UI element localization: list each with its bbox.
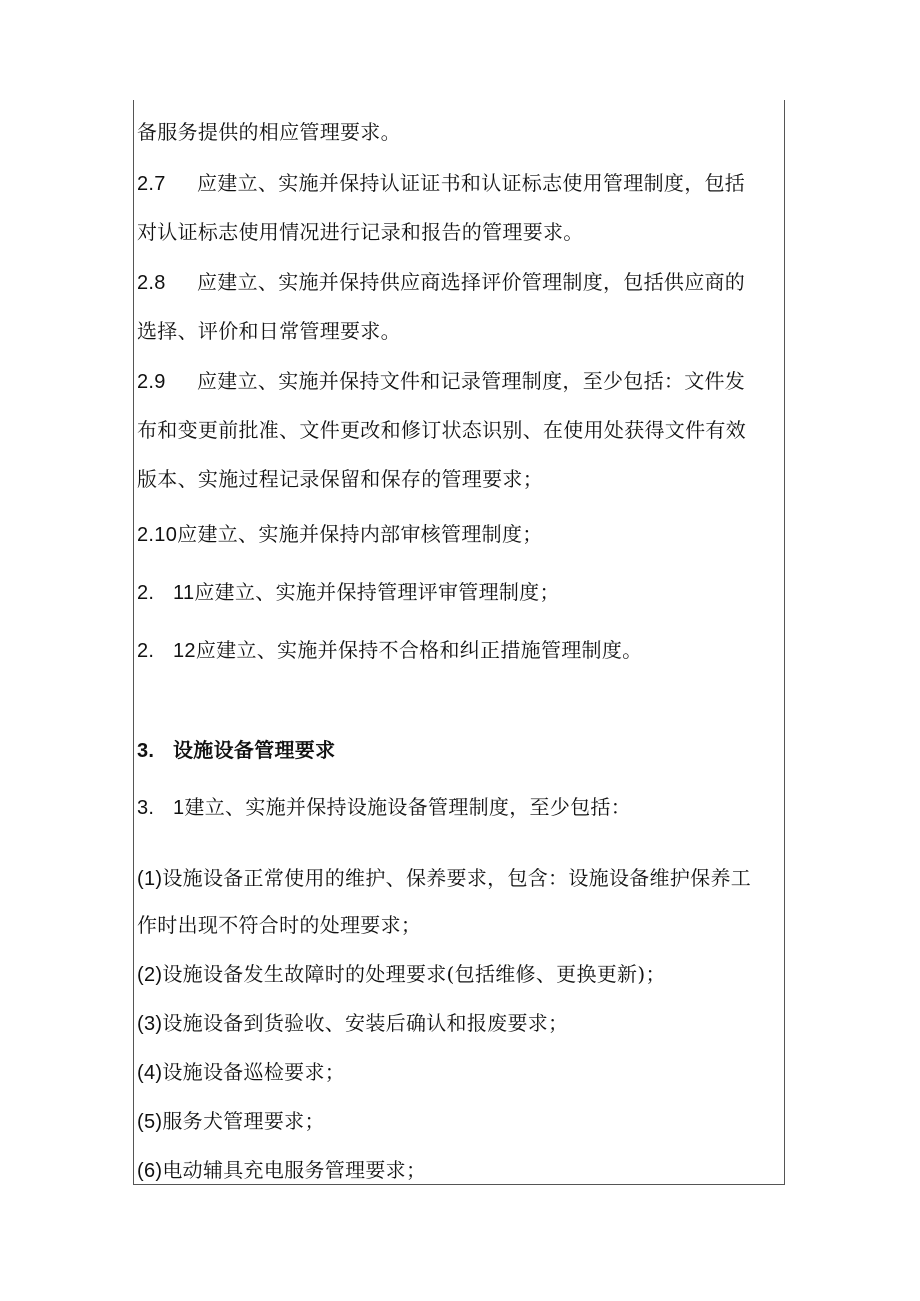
- list-item: [137, 1011, 785, 1036]
- clause-2-11: [137, 580, 785, 605]
- line-text: 应建立、实施并保持供应商选择评价管理制度，包括供应商的: [197, 270, 746, 294]
- clause-number: 2.9: [137, 371, 166, 393]
- clause-subnumber: 11: [173, 582, 195, 604]
- list-number: (4): [137, 1062, 163, 1084]
- clause-2-10: [137, 522, 785, 547]
- section-number: 3.: [137, 740, 155, 762]
- section-heading: [137, 738, 785, 763]
- clause-3-1: [137, 795, 785, 820]
- line-text: 应建立、实施并保持不合格和纠正措施管理制度。: [195, 638, 643, 662]
- list-number: (5): [137, 1111, 163, 1133]
- list-item: [137, 962, 785, 987]
- text-line: [137, 120, 785, 144]
- clause-number: 2.: [137, 582, 155, 604]
- list-number: (3): [137, 1013, 163, 1035]
- line-text: 设施设备正常使用的维护、保养要求，包含：设施设备维护保养工: [162, 866, 752, 890]
- clause-subnumber: 12: [173, 640, 196, 662]
- line-text: 应建立、实施并保持文件和记录管理制度，至少包括：文件发: [197, 369, 746, 393]
- list-item: [137, 1109, 785, 1134]
- line-text: 建立、实施并保持设施设备管理制度，至少包括：: [184, 795, 632, 819]
- list-item: [137, 866, 785, 891]
- list-item: [137, 1060, 785, 1085]
- line-text: 版本、实施过程记录保留和保存的管理要求；: [137, 467, 543, 491]
- clause-2-8: [137, 270, 785, 295]
- clause-2-9: [137, 369, 785, 394]
- clause-number: 2.: [137, 640, 155, 662]
- line-text: 应建立、实施并保持内部审核管理制度；: [177, 522, 543, 546]
- line-text: 选择、评价和日常管理要求。: [137, 319, 401, 343]
- text-line: [137, 913, 785, 937]
- clause-subnumber: 1: [173, 797, 185, 819]
- line-text: 作时出现不符合时的处理要求；: [137, 913, 422, 937]
- line-text: 应建立、实施并保持管理评审管理制度；: [194, 580, 560, 604]
- line-text: 设施设备发生故障时的处理要求(包括维修、更换更新)；: [162, 962, 666, 986]
- clause-number: 2.10: [137, 524, 178, 546]
- section-title: 设施设备管理要求: [173, 738, 336, 762]
- list-number: (2): [137, 964, 163, 986]
- line-text: 设施设备到货验收、安装后确认和报废要求；: [162, 1011, 569, 1035]
- line-text: 对认证标志使用情况进行记录和报告的管理要求。: [137, 220, 584, 244]
- line-text: 备服务提供的相应管理要求。: [137, 120, 401, 144]
- list-number: (1): [137, 868, 163, 890]
- clause-2-7: [137, 171, 785, 196]
- clause-number: 2.8: [137, 272, 166, 294]
- clause-2-12: [137, 638, 785, 663]
- clause-number: 3.: [137, 797, 155, 819]
- clause-number: 2.7: [137, 173, 166, 195]
- line-text: 服务犬管理要求；: [162, 1109, 325, 1133]
- list-item: [137, 1158, 785, 1183]
- text-line: [137, 467, 785, 491]
- text-line: [137, 319, 785, 343]
- list-number: (6): [137, 1160, 163, 1182]
- line-text: 应建立、实施并保持认证证书和认证标志使用管理制度，包括: [197, 171, 746, 195]
- text-line: [137, 220, 785, 244]
- line-text: 电动辅具充电服务管理要求；: [162, 1158, 427, 1182]
- line-text: 布和变更前批准、文件更改和修订状态识别、在使用处获得文件有效: [137, 418, 746, 442]
- text-line: [137, 418, 785, 442]
- line-text: 设施设备巡检要求；: [162, 1060, 346, 1084]
